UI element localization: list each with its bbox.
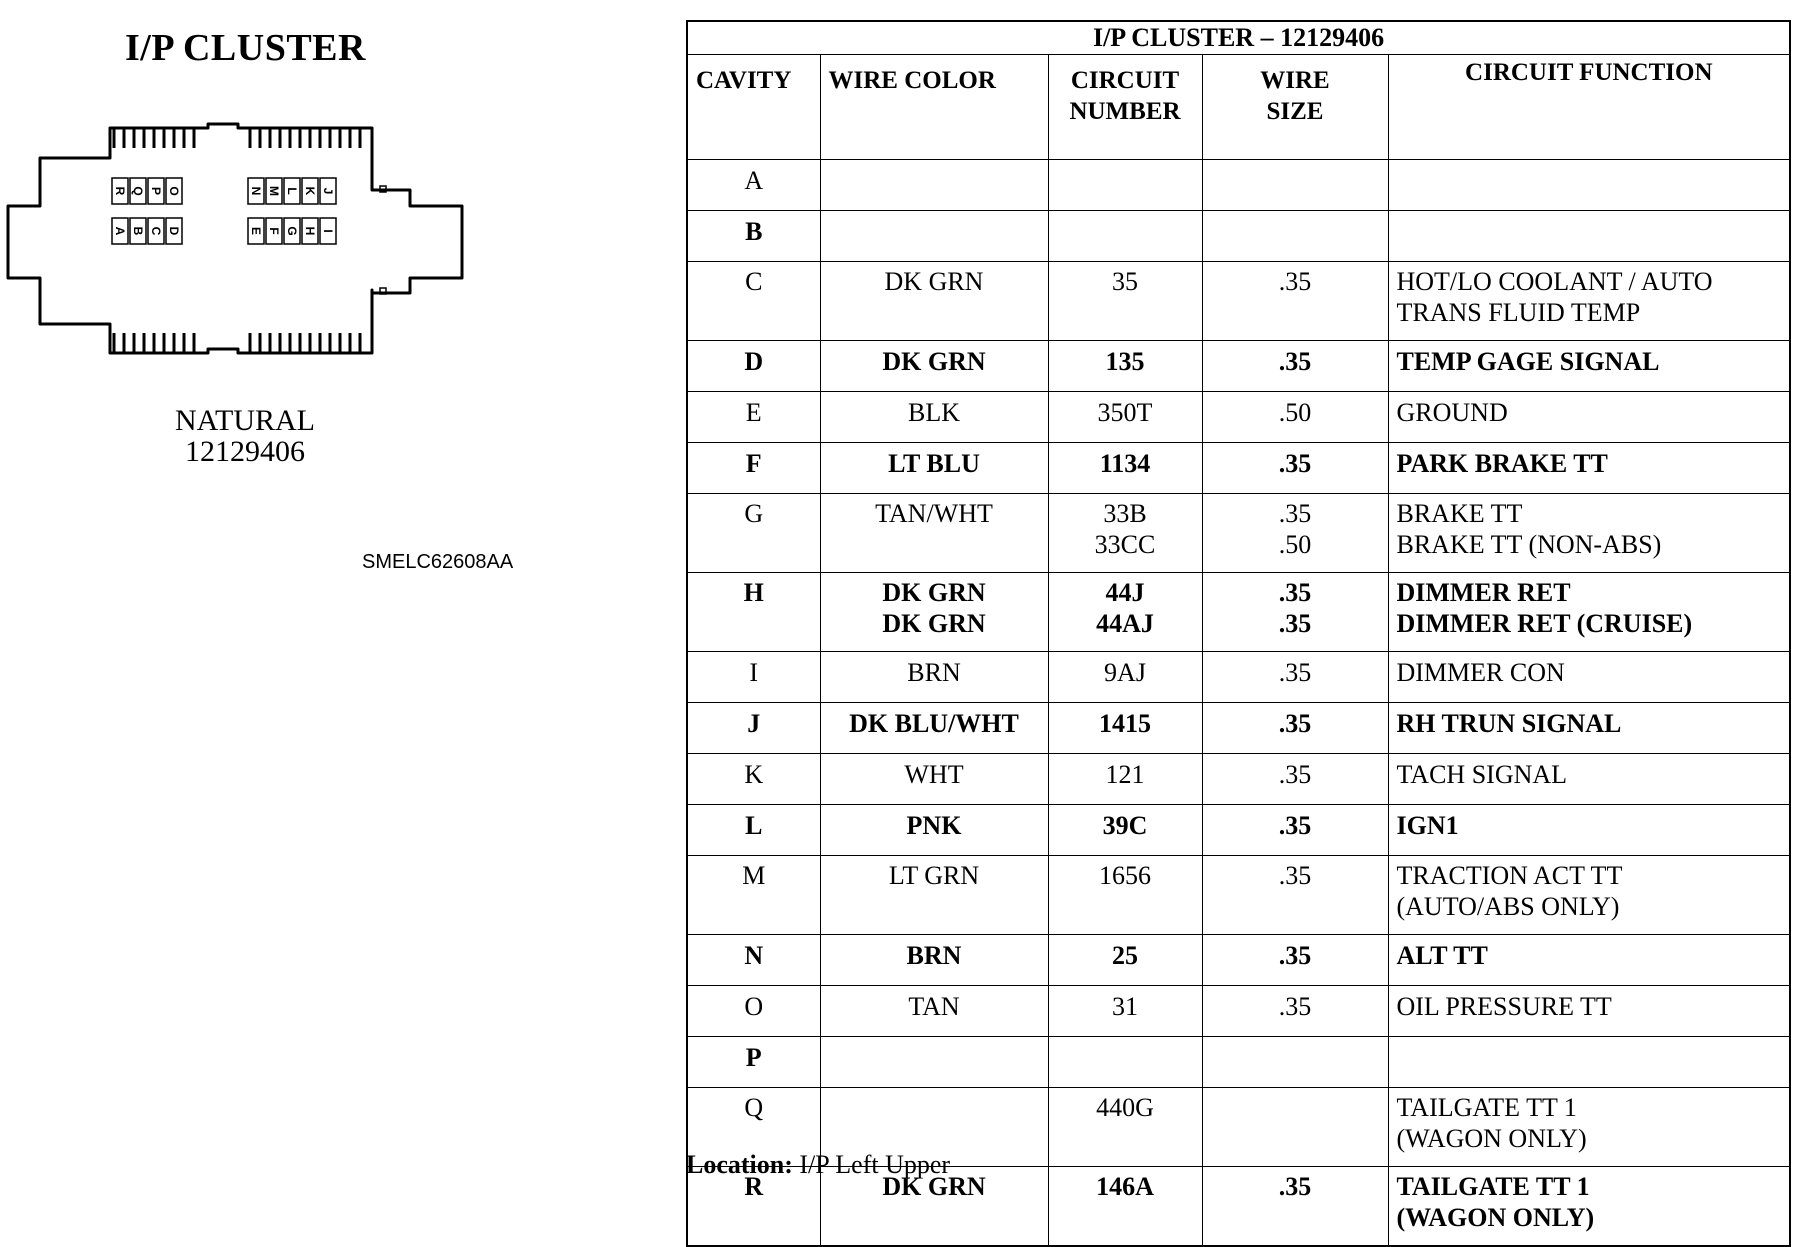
circuit-function-cell-text: GROUND [1396, 398, 1508, 427]
wire-color-cell [820, 805, 1048, 856]
circuit-function-cell [1388, 935, 1790, 986]
circuit-number-cell [1048, 573, 1202, 652]
cavity-cell-text: P [745, 1043, 762, 1072]
cavity-cell-text: O [744, 992, 764, 1021]
wire-size-cell [1202, 160, 1388, 211]
circuit-function-cell-text-2: (WAGON ONLY) [1396, 1124, 1587, 1153]
circuit-number-cell-text: 350T [1097, 398, 1153, 427]
circuit-number-cell [1048, 1037, 1202, 1088]
cavity-cell-text: K [744, 760, 764, 789]
wire-color-cell-text: BRN [907, 658, 961, 687]
circuit-number-cell-text: 1415 [1099, 709, 1151, 738]
circuit-function-cell [1388, 211, 1790, 262]
wire-size-cell [1202, 392, 1388, 443]
circuit-function-cell [1388, 494, 1790, 573]
location-line [686, 1150, 950, 1180]
circuit-number-cell [1048, 211, 1202, 262]
circuit-function-cell-text: TRACTION ACT TT [1396, 861, 1623, 890]
pin-label: D [167, 226, 181, 236]
circuit-function-cell-text-2: (AUTO/ABS ONLY) [1396, 892, 1620, 921]
wire-color-cell-text: TAN/WHT [875, 499, 993, 528]
circuit-number-cell [1048, 986, 1202, 1037]
wire-size-cell-text-2: .50 [1278, 530, 1312, 559]
table-row [687, 856, 1790, 935]
header-wire-size-line2: SIZE [1266, 98, 1324, 125]
cavity-cell-text: F [745, 449, 762, 478]
wire-size-cell-text: .35 [1278, 578, 1312, 607]
circuit-function-cell [1388, 703, 1790, 754]
table-row [687, 211, 1790, 262]
wire-color-cell-text: BRN [906, 941, 962, 970]
header-cavity: CAVITY [687, 55, 820, 160]
wire-color-cell [820, 160, 1048, 211]
wire-color-cell [820, 443, 1048, 494]
circuit-function-cell [1388, 1037, 1790, 1088]
cavity-cell-text: E [745, 398, 762, 427]
wire-color-cell-text-2: DK GRN [882, 609, 986, 638]
header-wire-size [1202, 55, 1388, 160]
circuit-number-cell [1048, 494, 1202, 573]
table-row [687, 986, 1790, 1037]
connector-face-diagram [0, 120, 480, 360]
wire-size-cell [1202, 341, 1388, 392]
location-label: Location: [686, 1150, 793, 1179]
circuit-function-cell [1388, 443, 1790, 494]
table-row [687, 341, 1790, 392]
circuit-function-cell-text-2: DIMMER RET (CRUISE) [1396, 609, 1693, 638]
circuit-function-cell-text: PARK BRAKE TT [1396, 449, 1608, 478]
cavity-cell-text: J [747, 709, 761, 738]
circuit-function-cell [1388, 392, 1790, 443]
circuit-function-cell [1388, 856, 1790, 935]
wire-size-cell [1202, 211, 1388, 262]
circuit-number-cell [1048, 703, 1202, 754]
circuit-function-cell [1388, 1088, 1790, 1167]
circuit-number-cell [1048, 935, 1202, 986]
wire-size-cell-text: .35 [1278, 760, 1312, 789]
circuit-function-cell [1388, 805, 1790, 856]
cavity-cell [687, 573, 820, 652]
connector-panel [0, 0, 660, 1200]
wire-color-cell-text: DK GRN [882, 1172, 986, 1201]
circuit-number-cell-text: 1656 [1099, 861, 1151, 890]
connector-title: I/P CLUSTER [125, 27, 366, 69]
table-row [687, 494, 1790, 573]
cavity-cell [687, 986, 820, 1037]
wire-size-cell-text: .35 [1278, 941, 1312, 970]
figure-code: SMELC62608AA [362, 551, 514, 573]
circuit-function-cell-text: TAILGATE TT 1 [1396, 1093, 1577, 1122]
wire-color-cell-text: LT GRN [888, 861, 980, 890]
circuit-function-cell-text: OIL PRESSURE TT [1396, 992, 1612, 1021]
wire-color-cell [820, 1037, 1048, 1088]
table-row [687, 1037, 1790, 1088]
circuit-function-cell-text: TEMP GAGE SIGNAL [1396, 347, 1660, 376]
table-row [687, 652, 1790, 703]
table-title: I/P CLUSTER – 12129406 [687, 21, 1790, 55]
wire-size-cell [1202, 494, 1388, 573]
cavity-cell-text: M [742, 861, 766, 890]
table-row [687, 392, 1790, 443]
wire-size-cell [1202, 805, 1388, 856]
wire-size-cell-text: .35 [1278, 347, 1312, 376]
table-row [687, 573, 1790, 652]
pin-label: G [285, 226, 299, 236]
wire-color-cell-text: PNK [906, 811, 962, 840]
circuit-number-cell-text: 44J [1105, 578, 1145, 607]
circuit-function-cell [1388, 652, 1790, 703]
circuit-number-cell [1048, 856, 1202, 935]
circuit-number-cell-text: 33B [1103, 499, 1147, 528]
wire-size-cell [1202, 856, 1388, 935]
pin-label: O [167, 186, 181, 196]
circuit-function-cell-text-2: TRANS FLUID TEMP [1396, 298, 1641, 327]
circuit-number-cell-text: 25 [1112, 941, 1138, 970]
circuit-number-cell [1048, 805, 1202, 856]
wire-color-cell [820, 573, 1048, 652]
wire-size-cell [1202, 754, 1388, 805]
wire-color-cell [820, 754, 1048, 805]
cavity-cell [687, 494, 820, 573]
circuit-function-cell-text: HOT/LO COOLANT / AUTO [1396, 267, 1713, 296]
cavity-cell-text: C [745, 267, 763, 296]
wire-size-cell-text: .35 [1278, 992, 1312, 1021]
pin-label: J [321, 187, 335, 195]
wire-color-cell-text: LT BLU [888, 449, 980, 478]
circuit-function-cell [1388, 573, 1790, 652]
wire-size-cell [1202, 1037, 1388, 1088]
pin-label: M [267, 186, 281, 196]
table-row [687, 805, 1790, 856]
pin-label: E [249, 226, 263, 236]
circuit-function-cell-text: TAILGATE TT 1 [1396, 1172, 1590, 1201]
cavity-cell [687, 652, 820, 703]
pin-label: R [113, 186, 127, 196]
header-circuit-function: CIRCUIT FUNCTION [1388, 55, 1790, 160]
circuit-number-cell [1048, 341, 1202, 392]
circuit-number-cell [1048, 443, 1202, 494]
wire-size-cell [1202, 986, 1388, 1037]
wire-size-cell-text: .35 [1278, 658, 1312, 687]
cavity-cell-text: R [744, 1172, 764, 1201]
wire-size-cell-text: .35 [1278, 1172, 1312, 1201]
wire-color-cell [820, 935, 1048, 986]
wire-color-cell [820, 703, 1048, 754]
wire-color-cell [820, 392, 1048, 443]
wire-size-cell-text: .35 [1278, 449, 1312, 478]
table-row [687, 754, 1790, 805]
circuit-number-cell-text: 121 [1105, 760, 1145, 789]
circuit-function-cell-text-2: BRAKE TT (NON-ABS) [1396, 530, 1662, 559]
header-circuit-number-line2: NUMBER [1069, 98, 1181, 125]
top-ribs [114, 128, 360, 353]
pin-label: N [249, 186, 263, 196]
table-row [687, 935, 1790, 986]
wire-size-cell-text: .50 [1278, 398, 1312, 427]
circuit-number-cell-text: 440G [1096, 1093, 1154, 1122]
circuit-number-cell [1048, 1167, 1202, 1247]
pinout-table [686, 20, 1791, 1247]
pin-label: B [131, 226, 145, 236]
circuit-number-cell [1048, 392, 1202, 443]
circuit-number-cell [1048, 1088, 1202, 1167]
wire-size-cell [1202, 935, 1388, 986]
cavity-cell [687, 754, 820, 805]
cavity-cell [687, 262, 820, 341]
table-row [687, 160, 1790, 211]
wire-size-cell [1202, 703, 1388, 754]
circuit-number-cell [1048, 262, 1202, 341]
wire-color-cell [820, 341, 1048, 392]
table-row [687, 262, 1790, 341]
header-circuit-number-line1: CIRCUIT [1070, 67, 1180, 94]
circuit-number-cell [1048, 652, 1202, 703]
cavity-cell [687, 160, 820, 211]
connector-housing-outline [8, 124, 462, 353]
cavity-cell [687, 935, 820, 986]
wire-color-cell-text: DK GRN [884, 267, 984, 296]
circuit-function-cell [1388, 1167, 1790, 1247]
pin-label: Q [131, 186, 145, 196]
pin-label: F [267, 227, 281, 235]
circuit-number-cell-text: 1134 [1099, 449, 1151, 478]
wire-color-cell-text: WHT [904, 760, 964, 789]
cavity-cell-text: Q [744, 1093, 764, 1122]
circuit-function-cell-text: RH TRUN SIGNAL [1396, 709, 1622, 738]
table-row [687, 443, 1790, 494]
cavity-cell [687, 1037, 820, 1088]
pinout-body [687, 160, 1790, 1247]
connector-material-label [130, 405, 360, 467]
wire-color-cell [820, 856, 1048, 935]
cavity-cell-text: G [744, 499, 764, 528]
circuit-number-cell [1048, 754, 1202, 805]
cavity-cell-text: D [744, 347, 764, 376]
wire-color-cell-text: DK BLU/WHT [849, 709, 1019, 738]
wire-size-cell [1202, 1167, 1388, 1247]
circuit-function-cell [1388, 341, 1790, 392]
cavity-cell [687, 341, 820, 392]
wire-size-cell [1202, 443, 1388, 494]
wire-size-cell [1202, 652, 1388, 703]
wire-color-cell [820, 211, 1048, 262]
cavity-cell [687, 805, 820, 856]
circuit-function-cell [1388, 754, 1790, 805]
wire-size-cell-text: .35 [1278, 499, 1312, 528]
circuit-function-cell [1388, 262, 1790, 341]
cavity-cell-text: L [745, 811, 763, 840]
wire-color-cell [820, 986, 1048, 1037]
connector-color: NATURAL [175, 404, 315, 437]
wire-size-cell [1202, 573, 1388, 652]
pin-label: A [113, 226, 127, 236]
connector-part-number: 12129406 [185, 435, 305, 468]
wire-size-cell [1202, 262, 1388, 341]
circuit-number-cell-text: 39C [1102, 811, 1148, 840]
wire-size-cell-text-2: .35 [1278, 609, 1312, 638]
header-wire-color: WIRE COLOR [820, 55, 1048, 160]
wire-color-cell [820, 494, 1048, 573]
circuit-function-cell-text: DIMMER RET [1396, 578, 1571, 607]
cavity-cell-text: A [744, 166, 764, 195]
wire-size-cell-text: .35 [1278, 861, 1312, 890]
wire-size-cell-text: .35 [1278, 267, 1312, 296]
circuit-function-cell-text: BRAKE TT [1396, 499, 1523, 528]
cavity-cell-text: B [745, 217, 763, 246]
circuit-number-cell-text-2: 44AJ [1096, 609, 1154, 638]
circuit-number-cell [1048, 160, 1202, 211]
wire-color-cell [820, 262, 1048, 341]
circuit-function-cell-text: DIMMER CON [1396, 658, 1565, 687]
cavity-cell [687, 211, 820, 262]
wire-color-cell-text: DK GRN [882, 347, 986, 376]
circuit-function-cell [1388, 160, 1790, 211]
circuit-number-cell-text: 146A [1096, 1172, 1154, 1201]
location-value: I/P Left Upper [799, 1150, 951, 1179]
wire-size-cell [1202, 1088, 1388, 1167]
cavity-cell-text: I [749, 658, 759, 687]
cavity-cell [687, 443, 820, 494]
wire-color-cell-text: DK GRN [882, 578, 986, 607]
pin-label: K [303, 186, 317, 196]
wire-color-cell [820, 652, 1048, 703]
cavity-cell-text: H [743, 578, 764, 607]
circuit-function-cell [1388, 986, 1790, 1037]
header-wire-size-line1: WIRE [1260, 67, 1330, 94]
cavity-cell [687, 703, 820, 754]
circuit-number-cell-text: 35 [1112, 267, 1138, 296]
wire-color-cell-text: TAN [908, 992, 960, 1021]
cavity-cell [687, 856, 820, 935]
wire-size-cell-text: .35 [1278, 811, 1312, 840]
circuit-function-cell-text: TACH SIGNAL [1396, 760, 1568, 789]
circuit-number-cell-text: 9AJ [1104, 658, 1146, 687]
wire-size-cell-text: .35 [1278, 709, 1312, 738]
wire-color-cell-text: BLK [908, 398, 960, 427]
table-row [687, 703, 1790, 754]
circuit-function-cell-text: ALT TT [1396, 941, 1488, 970]
header-circuit-number [1048, 55, 1202, 160]
pin-label: I [321, 229, 335, 233]
pin-label: P [149, 186, 163, 196]
circuit-function-cell-text: IGN1 [1396, 811, 1459, 840]
circuit-function-cell-text-2: (WAGON ONLY) [1396, 1203, 1595, 1232]
circuit-number-cell-text: 135 [1105, 347, 1145, 376]
pin-label: C [149, 226, 163, 236]
circuit-number-cell-text-2: 33CC [1094, 530, 1156, 559]
pin-label: L [285, 187, 299, 195]
cavity-cell [687, 392, 820, 443]
circuit-number-cell-text: 31 [1112, 992, 1138, 1021]
cavity-cell-text: N [744, 941, 764, 970]
pin-label: H [303, 226, 317, 236]
